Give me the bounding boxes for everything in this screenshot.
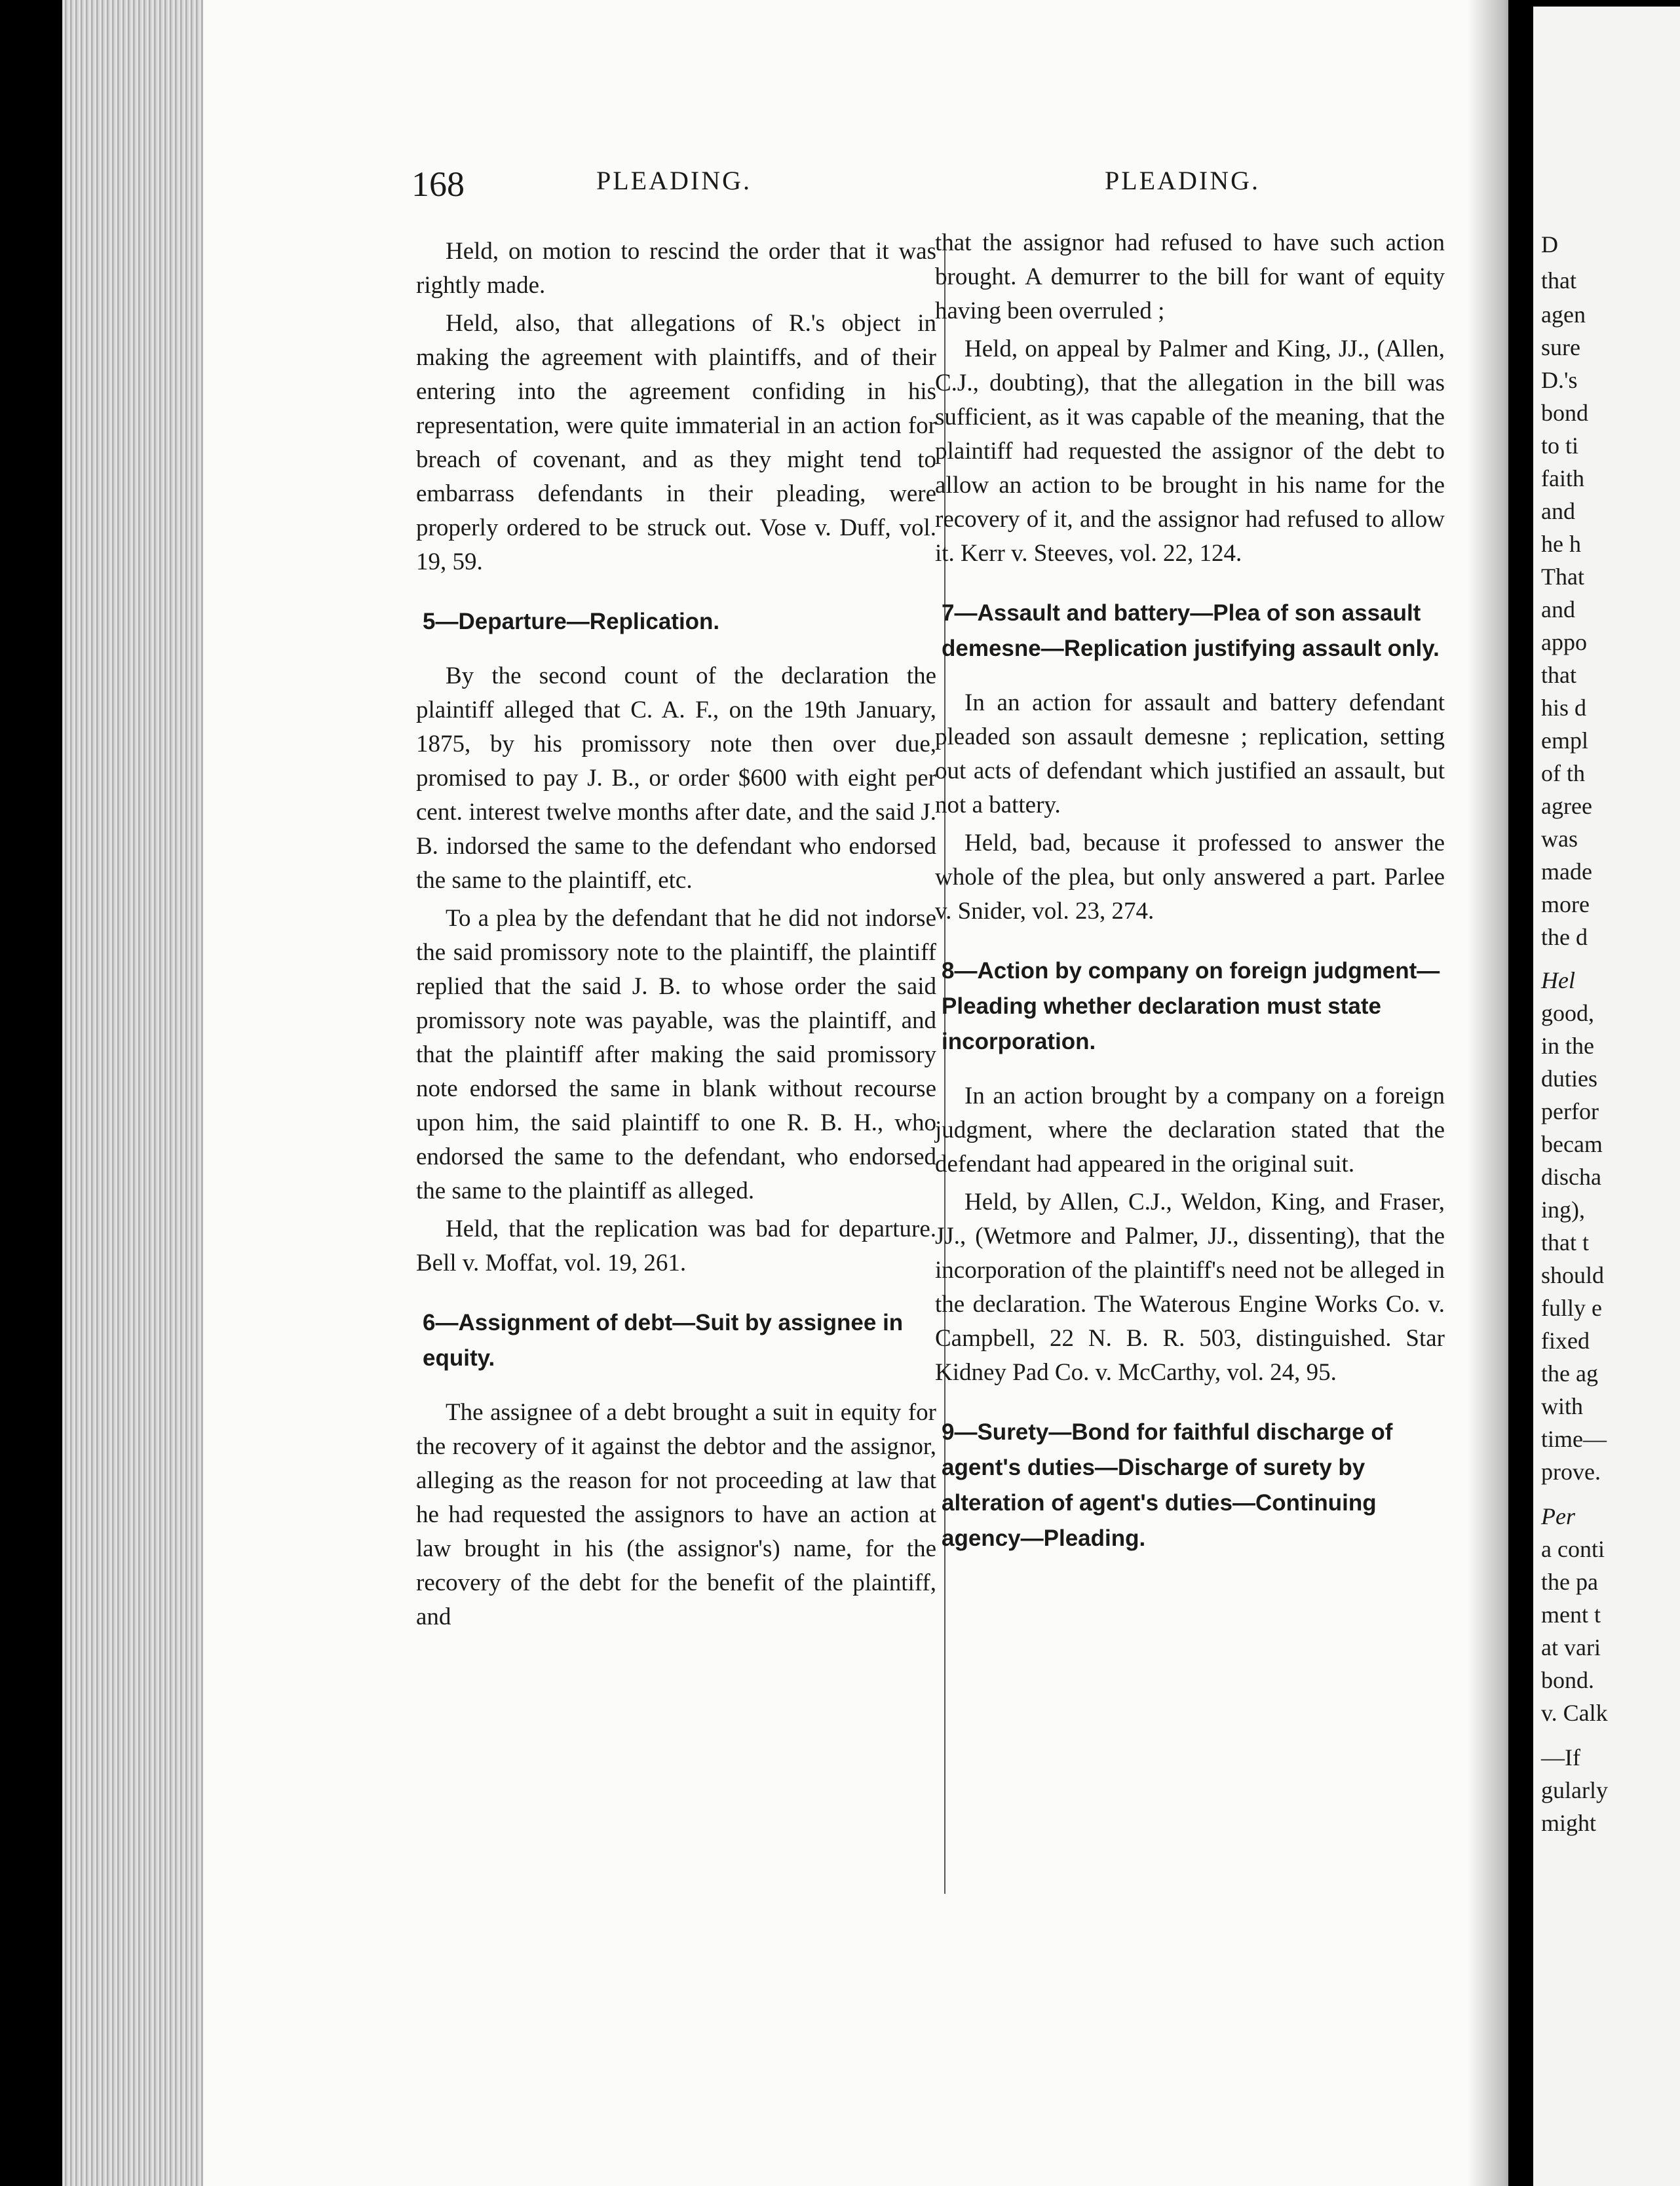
right-page-line: becam: [1541, 1131, 1603, 1157]
right-page-line: he h: [1541, 531, 1581, 557]
right-page-line: bond.: [1541, 1667, 1594, 1693]
right-page-line: ment t: [1541, 1601, 1601, 1628]
right-page-line: was: [1541, 826, 1578, 852]
right-page-line: Per: [1541, 1503, 1575, 1529]
right-page-line: —If: [1541, 1744, 1580, 1771]
paragraph: To a plea by the defendant that he did not indorse the said promissory note to the plaintiff, the plaintiff replied that the said J. B. to whose order the said promissory note was payable, was the plaintiff, and that the plaintiff after making the said promissory note endorsed the same in blank without recourse upon him, the said plaintiff to one R. B. H., who endorsed the same to the defendant, who endorsed the same to the plaintiff as alleged.: [416, 905, 936, 1204]
right-page-line: of th: [1541, 760, 1585, 786]
right-page-line: and: [1541, 498, 1575, 524]
right-page-line: ing),: [1541, 1197, 1585, 1223]
right-page-line: in the: [1541, 1033, 1594, 1059]
right-page-line: faith: [1541, 465, 1584, 491]
paragraph: Held, also, that allegations of R.'s object in making the agreement with plaintiffs, and of their entering into the agreement confiding in his representation, were quite immaterial in an action for breach of covenant, and as they might tend to embarrass defendants in their pleading, were properly ordered to be struck out. Vose v. Duff, vol. 19, 59.: [416, 310, 936, 575]
right-page-line: appo: [1541, 629, 1587, 655]
text-column-right: [935, 226, 1445, 1576]
right-page-line: v. Calk: [1541, 1700, 1608, 1726]
right-page-line: a conti: [1541, 1536, 1605, 1562]
right-page-fragment: [1533, 7, 1680, 2186]
right-page-line: and: [1541, 596, 1575, 623]
right-page-line: that: [1541, 662, 1576, 688]
section-heading: 6—Assignment of debt—Suit by assignee in equity.: [423, 1310, 904, 1371]
right-page-line: Hel: [1541, 967, 1575, 993]
section-heading: 8—Action by company on foreign judgment—Pleading whether declaration must state incorporation.: [942, 958, 1440, 1054]
right-page-line: the pa: [1541, 1569, 1598, 1595]
right-page-line: the d: [1541, 924, 1588, 950]
right-page-line: prove.: [1541, 1459, 1601, 1485]
right-page-line: D.'s: [1541, 367, 1578, 393]
right-page-line: at vari: [1541, 1634, 1601, 1660]
section-heading: 7—Assault and battery—Plea of son assault demesne—Replication justifying assault only.: [942, 600, 1440, 661]
right-page-line: sure: [1541, 334, 1580, 360]
book-page-edges: [62, 0, 220, 2186]
right-page-line: the ag: [1541, 1360, 1598, 1387]
paragraph: Held, on appeal by Palmer and King, JJ., (Allen, C.J., doubting), that the allegation in the bill was sufficient, as it was capable of the meaning, that the plaintiff had requested the assignor of the debt to allow an action to be brought in his name for the recovery of it, and the assignor had refused to allow it. Kerr v. Steeves, vol. 22, 124.: [935, 336, 1445, 567]
right-page-line: agree: [1541, 793, 1592, 819]
right-page-line: might: [1541, 1810, 1597, 1836]
right-page-line: duties: [1541, 1065, 1597, 1092]
running-head-right: PLEADING.: [1105, 166, 1260, 195]
right-page-line: That: [1541, 564, 1584, 590]
right-page-line: empl: [1541, 727, 1588, 754]
running-head-left: PLEADING.: [596, 166, 752, 195]
right-page-line: fully e: [1541, 1295, 1602, 1321]
right-page-line: discha: [1541, 1164, 1601, 1190]
section-heading: 9—Surety—Bond for faithful discharge of agent's duties—Discharge of surety by alteration of agent's duties—Continuing agency—Pleading.: [942, 1419, 1393, 1551]
paragraph: Held, that the replication was bad for departure. Bell v. Moffat, vol. 19, 261.: [416, 1216, 936, 1276]
right-page-line: with: [1541, 1393, 1584, 1419]
right-page-line: perfor: [1541, 1098, 1599, 1124]
right-page-line: D: [1541, 231, 1558, 258]
right-page-line: that: [1541, 267, 1576, 294]
right-page-line: to ti: [1541, 432, 1579, 459]
right-page-line: bond: [1541, 400, 1588, 426]
paragraph: that the assignor had refused to have such action brought. A demurrer to the bill for want of equity having been overruled ;: [935, 229, 1445, 324]
section-heading: 5—Departure—Replication.: [423, 609, 720, 634]
text-column-left: [416, 235, 936, 1638]
right-page-line: gularly: [1541, 1777, 1608, 1803]
right-page-line: made: [1541, 858, 1592, 885]
right-page-line: time—: [1541, 1426, 1607, 1452]
right-page-line: fixed: [1541, 1328, 1590, 1354]
paragraph: In an action brought by a company on a foreign judgment, where the declaration stated that the defendant had appeared in the original suit.: [935, 1083, 1445, 1178]
right-page-line: that t: [1541, 1229, 1589, 1256]
right-page-line: agen: [1541, 301, 1586, 328]
paragraph: Held, bad, because it professed to answer the whole of the plea, but only answered a part. Parlee v. Snider, vol. 23, 274.: [935, 830, 1445, 925]
paragraph: By the second count of the declaration the plaintiff alleged that C. A. F., on the 19th January, 1875, by his promissory note then over due, promised to pay J. B., or order $600 with eight per cent. interest twelve months after date, and the said J. B. indorsed the same to the defendant who endorsed the same to the plaintiff, etc.: [416, 662, 936, 894]
paragraph: The assignee of a debt brought a suit in equity for the recovery of it against the debtor and the assignor, alleging as the reason for not proceeding at law that he had requested the assignors to have an action at law brought in his (the assignor's) name, for the recovery of the debt for the benefit of the plaintiff, and: [416, 1399, 936, 1630]
right-page-line: his d: [1541, 695, 1587, 721]
right-page-line: should: [1541, 1262, 1605, 1288]
paragraph: Held, by Allen, C.J., Weldon, King, and Fraser, JJ., (Wetmore and Palmer, JJ., dissenting), that the incorporation of the plaintiff's need not be alleged in the declaration. The Waterous Engine Works Co. v. Campbell, 22 N. B. R. 503, distinguished. Star Kidney Pad Co. v. McCarthy, vol. 24, 95.: [935, 1189, 1445, 1386]
paragraph: Held, on motion to rescind the order that it was rightly made.: [416, 238, 936, 299]
page-number: 168: [411, 164, 465, 204]
right-page-line: good,: [1541, 1000, 1594, 1026]
right-page-line: more: [1541, 891, 1590, 917]
paragraph: In an action for assault and battery defendant pleaded son assault demesne ; replication, setting out acts of defendant which justified an assault, but not a battery.: [935, 689, 1445, 818]
